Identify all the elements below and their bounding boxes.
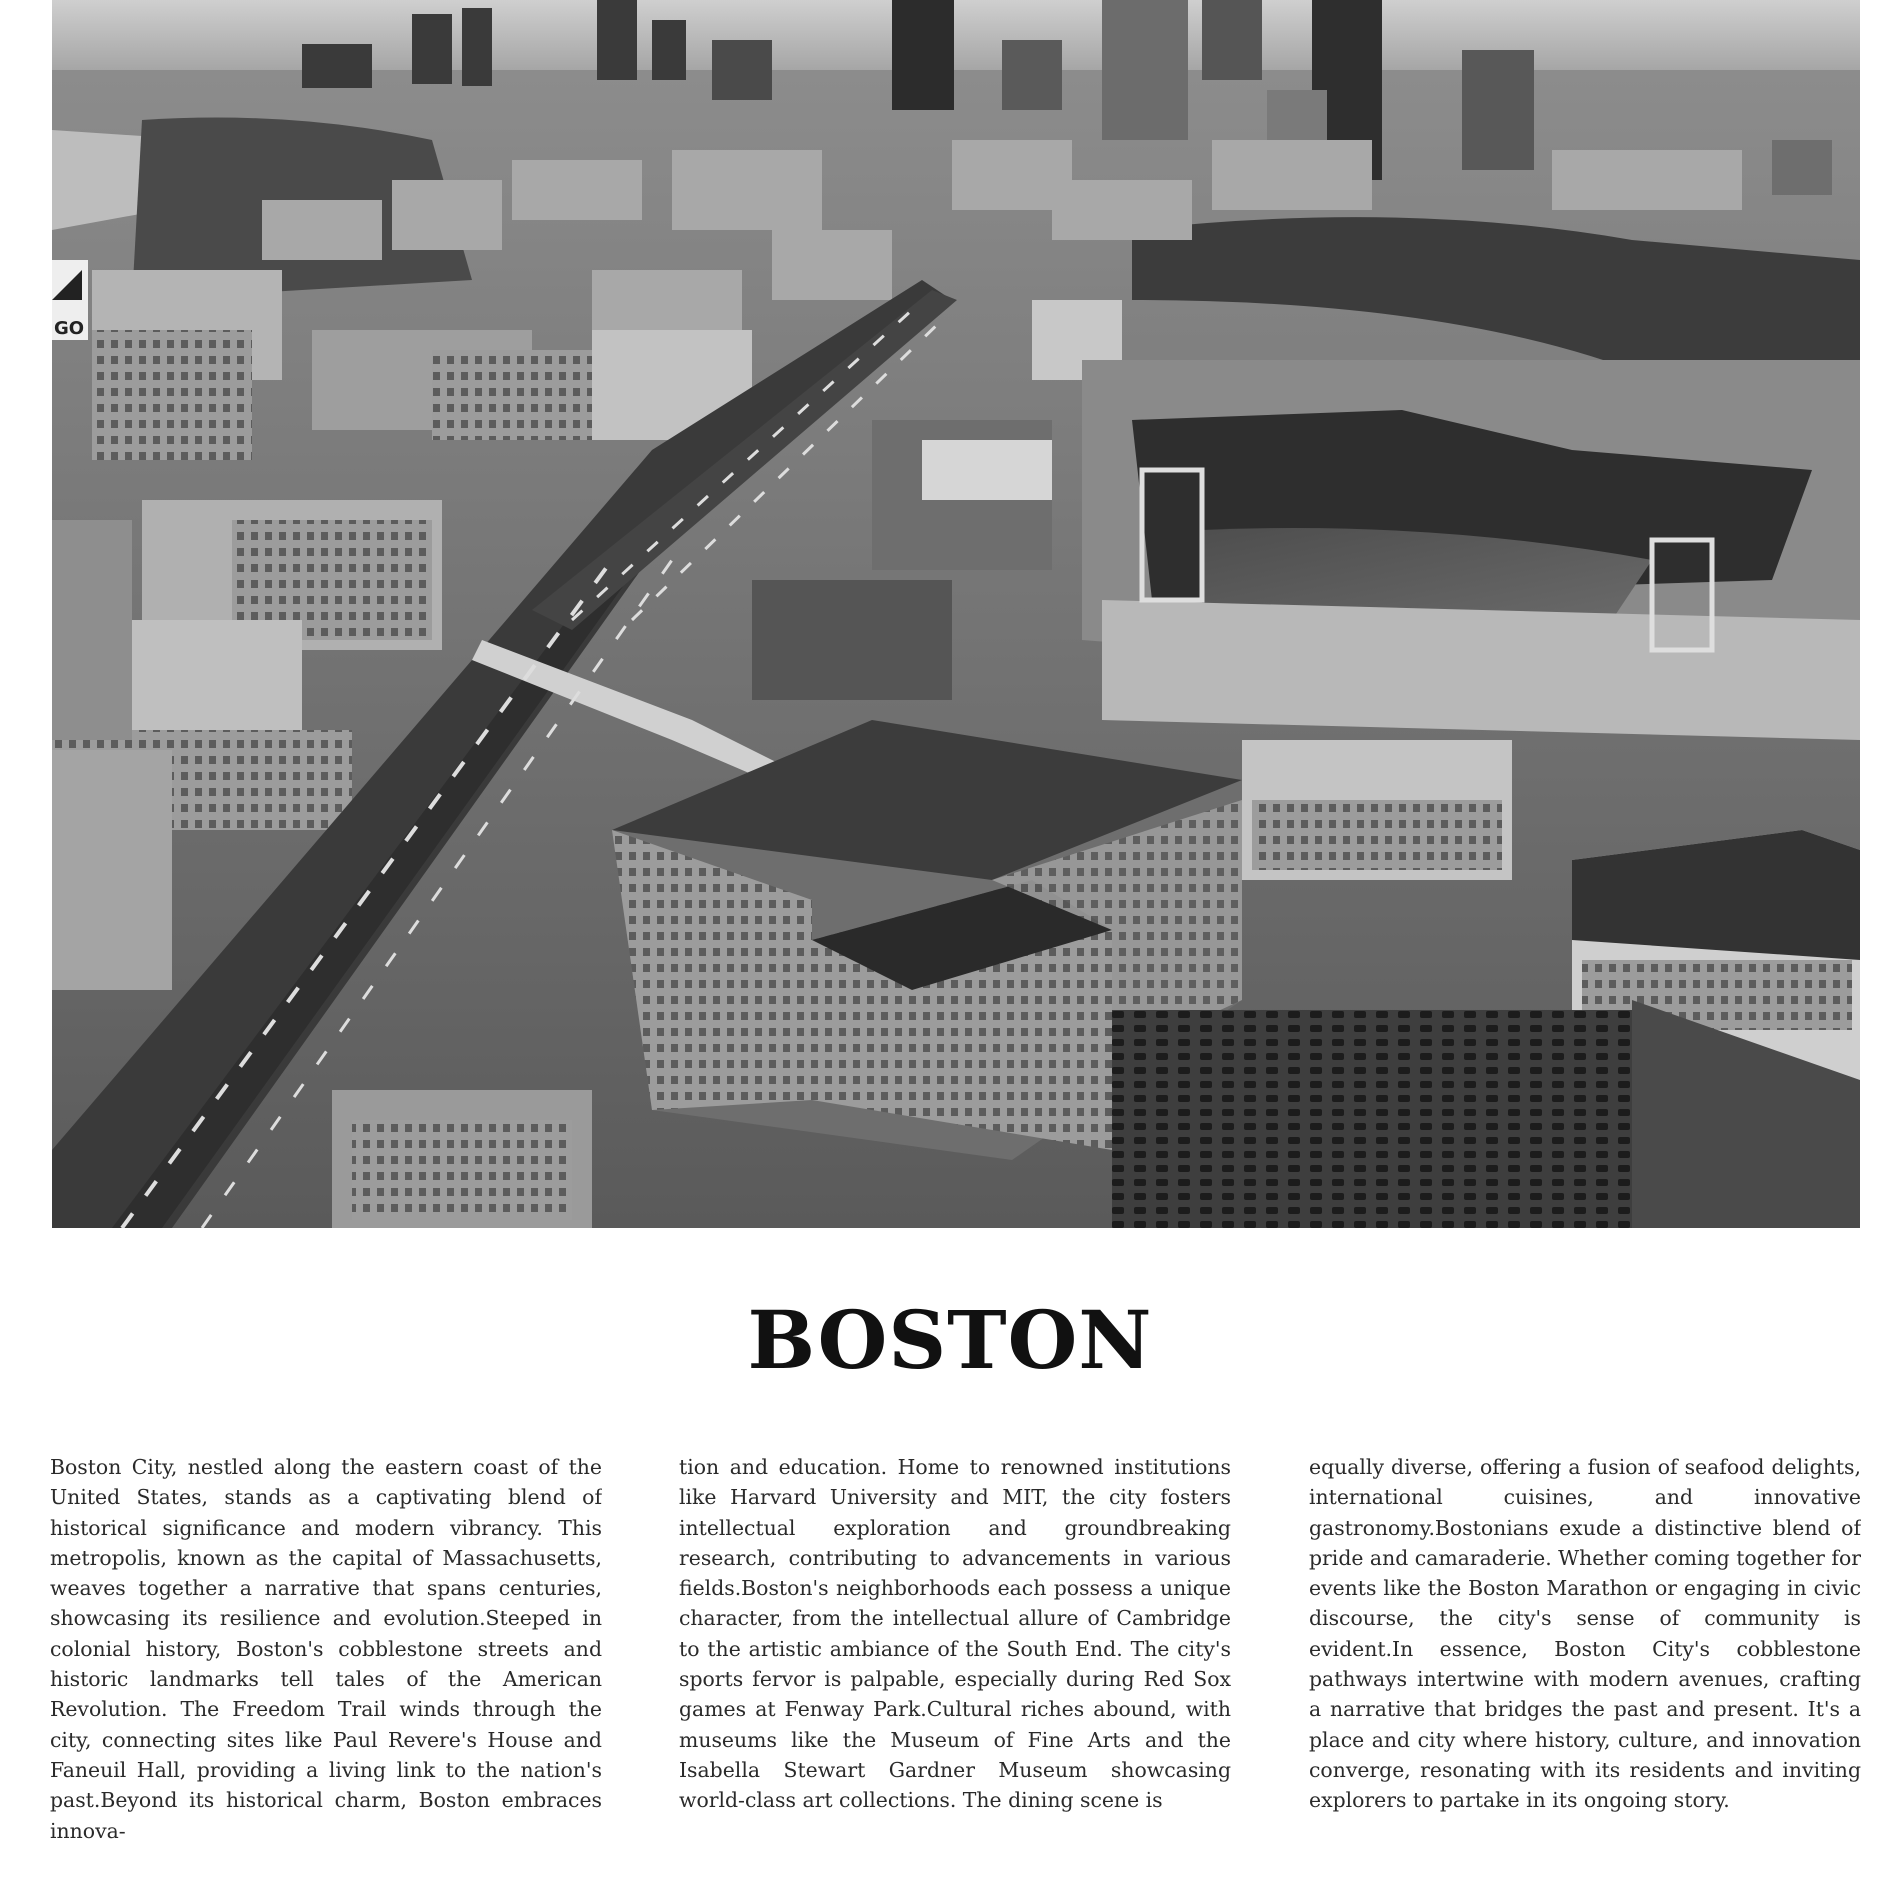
article-column-2: tion and education. Home to renowned institutions like Harvard University and MIT, the city fosters intellectual exploration and groundbreaking research, contributing to advancements in various fields.Boston's neighborhoods each possess a unique character, from the intellectual allure of Cambridge to the artistic ambiance of the South End. The city's sports fervor is palpable, especially during Red Sox games at Fenway Park.Cultural riches abound, with museums like the Museum of Fine Arts and the Isabella Stewart Gardner Museum showcasing world-class art collections. The dining scene is [679, 1455, 1231, 1813]
article-body [50, 1452, 1860, 1872]
aerial-city-photo [52, 0, 1860, 1228]
page-title: BOSTON [747, 1293, 1153, 1387]
parking-lot [1112, 1010, 1632, 1228]
garage-windows [352, 1120, 572, 1220]
article-column-3: equally diverse, offering a fusion of seafood delights, international cuisines, and innovative gastronomy.Bostonians exude a distinctive blend of pride and camaraderie. Whether coming together for events like the Boston Marathon or engaging in civic discourse, the city's sense of community is evident.In essence, Boston City's cobblestone pathways intertwine with modern avenues, crafting a narrative that bridges the past and present. It's a place and city where history, culture, and innovation converge, resonating with its residents and inviting explorers to partake in its ongoing story. [1309, 1455, 1861, 1813]
article-column-1: Boston City, nestled along the eastern coast of the United States, stands as a captivating blend of historical significance and modern vibrancy. This metropolis, known as the capital of Massachusetts, weaves together a narrative that spans centuries, showcasing its resilience and evolution.Steeped in colonial history, Boston's cobblestone streets and historic landmarks tell tales of the American Revolution. The Freedom Trail winds through the city, connecting sites like Paul Revere's House and Faneuil Hall, providing a living link to the nation's past.Beyond its historical charm, Boston embraces innova- [50, 1455, 602, 1843]
billboard [52, 260, 88, 340]
billboard-text: GO [54, 318, 85, 339]
